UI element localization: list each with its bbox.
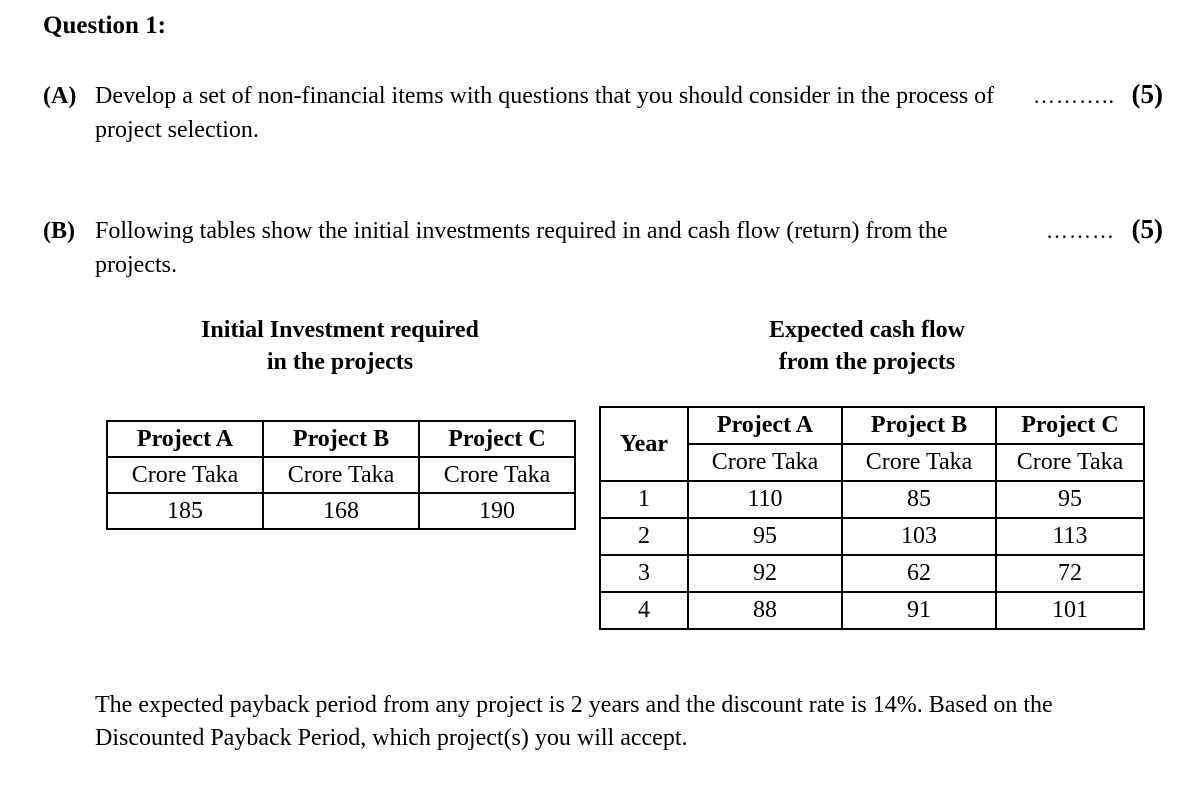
part-b-dots: ……… [1046,218,1115,243]
part-b-marks: (5) [1131,214,1163,244]
cashflow-value-a: 110 [688,481,842,518]
cashflow-value-c: 72 [996,555,1144,592]
investment-value-b: 168 [263,493,419,529]
cashflow-year: 2 [600,518,688,555]
investment-value-c: 190 [419,493,575,529]
cashflow-value-a: 95 [688,518,842,555]
investment-unit-b: Crore Taka [263,457,419,493]
investment-value-a: 185 [107,493,263,529]
cashflow-value-a: 88 [688,592,842,629]
table-row [600,555,1144,592]
cashflow-header-a: Project A [688,407,842,444]
cashflow-unit-b: Crore Taka [842,444,996,481]
investment-header-row [107,421,575,457]
cashflow-value-b: 103 [842,518,996,555]
table-row [600,518,1144,555]
cashflow-unit-c: Crore Taka [996,444,1144,481]
cashflow-value-b: 91 [842,592,996,629]
cashflow-value-c: 101 [996,592,1144,629]
part-a [43,79,1163,149]
investment-caption-line1: Initial Investment required [201,317,479,343]
cashflow-table [599,406,1145,630]
cashflow-value-c: 95 [996,481,1144,518]
part-b-text: Following tables show the initial investments required in and cash flow (return) from the projects. [95,218,948,278]
cashflow-year-header: Year [600,407,688,481]
part-b [43,214,1163,284]
investment-header-a: Project A [107,421,263,457]
cashflow-header-c: Project C [996,407,1144,444]
investment-table [106,420,576,530]
cashflow-header-b: Project B [842,407,996,444]
investment-header-c: Project C [419,421,575,457]
investment-unit-c: Crore Taka [419,457,575,493]
part-b-label: (B) [43,218,75,244]
cashflow-year: 3 [600,555,688,592]
cashflow-value-a: 92 [688,555,842,592]
cashflow-caption-line2: from the projects [778,349,956,375]
investment-caption [140,314,540,378]
table-row [600,592,1144,629]
cashflow-caption-line1: Expected cash flow [769,317,965,343]
investment-header-b: Project B [263,421,419,457]
investment-unit-a: Crore Taka [107,457,263,493]
footer-question-text: The expected payback period from any project is 2 years and the discount rate is 14%. Based on the Discounted Payback Period, which project(s) you will accept. [95,692,1053,751]
cashflow-value-b: 85 [842,481,996,518]
part-a-text: Develop a set of non-financial items with questions that you should consider in the process of project selection. [95,83,995,143]
investment-caption-line2: in the projects [266,349,414,375]
cashflow-caption [667,314,1067,378]
cashflow-header-row [600,407,1144,444]
part-a-marks: (5) [1131,79,1163,109]
cashflow-value-b: 62 [842,555,996,592]
investment-unit-row [107,457,575,493]
question-heading: Question 1: [43,12,166,39]
cashflow-unit-a: Crore Taka [688,444,842,481]
part-a-label: (A) [43,83,77,109]
part-a-dots: ……….. [1033,83,1115,108]
investment-value-row [107,493,575,529]
cashflow-value-c: 113 [996,518,1144,555]
cashflow-year: 1 [600,481,688,518]
table-row [600,481,1144,518]
cashflow-year: 4 [600,592,688,629]
